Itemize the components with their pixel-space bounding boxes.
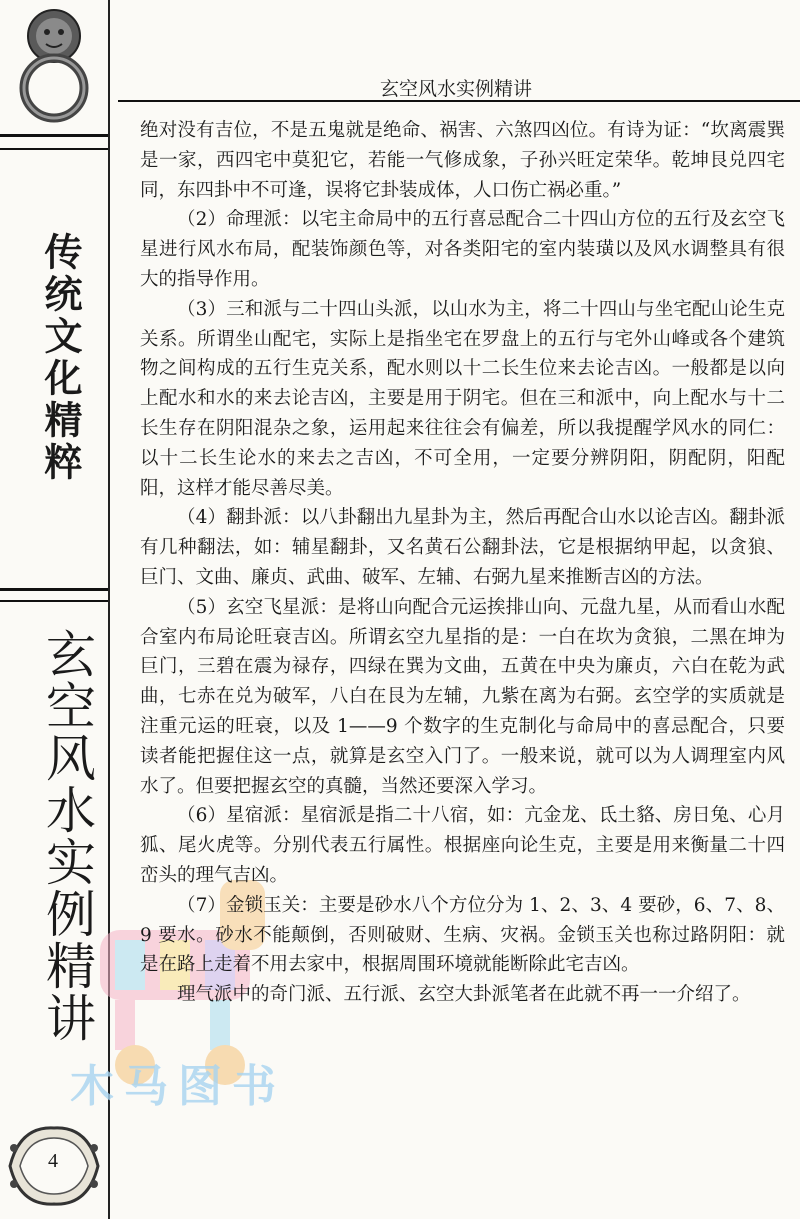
series-title: 传统文化精粹 [38,232,82,484]
lion-door-knocker-ornament [14,6,94,126]
running-title: 玄空风水实例精讲 [379,78,532,100]
paragraph: （4）翻卦派：以八卦翻出九星卦为主，然后再配合山水以论吉凶。翻卦派有几种翻法，如：辅星翻卦，又名黄石公翻卦法，它是根据纳甲起，以贪狼、巨门、文曲、廉贞、武曲、破军、左辅、右弼九星来推断吉凶的方法。 [140,507,785,588]
paragraph: （7）金锁玉关：主要是砂水八个方位分为 1、2、3、4 要砂，6、7、8、9 要水。砂水不能颠倒，否则破财、生病、灾祸。金锁玉关也称过路阴阳：就是在路上走着不用去家中，根据周围环境就能断除此宅吉凶。 [140,894,785,976]
sidebar-rule [0,134,108,137]
page-header [112,72,800,102]
paragraph: （5）玄空飞星派：是将山向配合元运挨排山向、元盘九星，从而看山水配合室内布局论旺衰吉凶。所谓玄空九星指的是：一白在坎为贪狼，二黑在坤为巨门，三碧在震为禄存，四绿在巽为文曲，五黄在中央为廉贞，六白在乾为武曲，七赤在兑为破军，八白在艮为左辅，九紫在离为右弼。玄空学的实质就是注重元运的旺衰，以及 1——9 个数字的生克制化与命局中的喜忌配合，只要读者能把握住这一点，就算是玄空入门了。一般来说，就可以为人调理室内风水了。但要把握玄空的真髓，当然还要深入学习。 [140,596,785,797]
page-number: 4 [48,1150,58,1172]
header-rule [118,100,800,102]
paragraph: （3）三和派与二十四山头派，以山水为主，将二十四山与坐宅配山论生克关系。所谓坐山配宅，实际上是指坐宅在罗盘上的五行与宅外山峰或各个建筑物之间构成的五行生克关系，配水则以十二长生位来去论吉凶。一般都是以向上配水和水的来去论吉凶，主要是用于阴宅。但在三和派中，向上配水与十二长生存在阴阳混杂之象，运用起来往往会有偏差，所以我提醒学风水的同仁：以十二长生论水的来去之吉凶，不可全用，一定要分辨阴阳，阴配阴，阳配阳，这样才能尽善尽美。 [140,298,785,499]
sidebar-rule [0,588,108,591]
sidebar-rule [0,600,108,602]
paragraph: 理气派中的奇门派、五行派、玄空大卦派笔者在此就不再一一介绍了。 [177,984,751,1006]
book-title-vertical: 玄空风水实例精讲 [38,628,96,1044]
main-text [140,116,785,1010]
sidebar-rule [0,148,108,150]
paragraph: 绝对没有吉位，不是五鬼就是绝命、祸害、六煞四凶位。有诗为证：“坎离震巽是一家，西四宅中莫犯它，若能一气修成象，子孙兴旺定荣华。乾坤艮兑四宅同，东四卦中不可逢，误将它卦装成体，人口伤亡祸必重。” [140,120,785,201]
paragraph: （6）星宿派：星宿派是指二十八宿，如：亢金龙、氐土貉、房日兔、心月狐、尾火虎等。分别代表五行属性。根据座向论生克，主要是用来衡量二十四峦头的理气吉凶。 [140,805,785,886]
watermark-text: 木马图书 [70,1061,286,1112]
paragraph: （2）命理派：以宅主命局中的五行喜忌配合二十四山方位的五行及玄空飞星进行风水布局，配装饰颜色等，对各类阳宅的室内装璜以及风水调整具有很大的指导作用。 [140,209,785,290]
